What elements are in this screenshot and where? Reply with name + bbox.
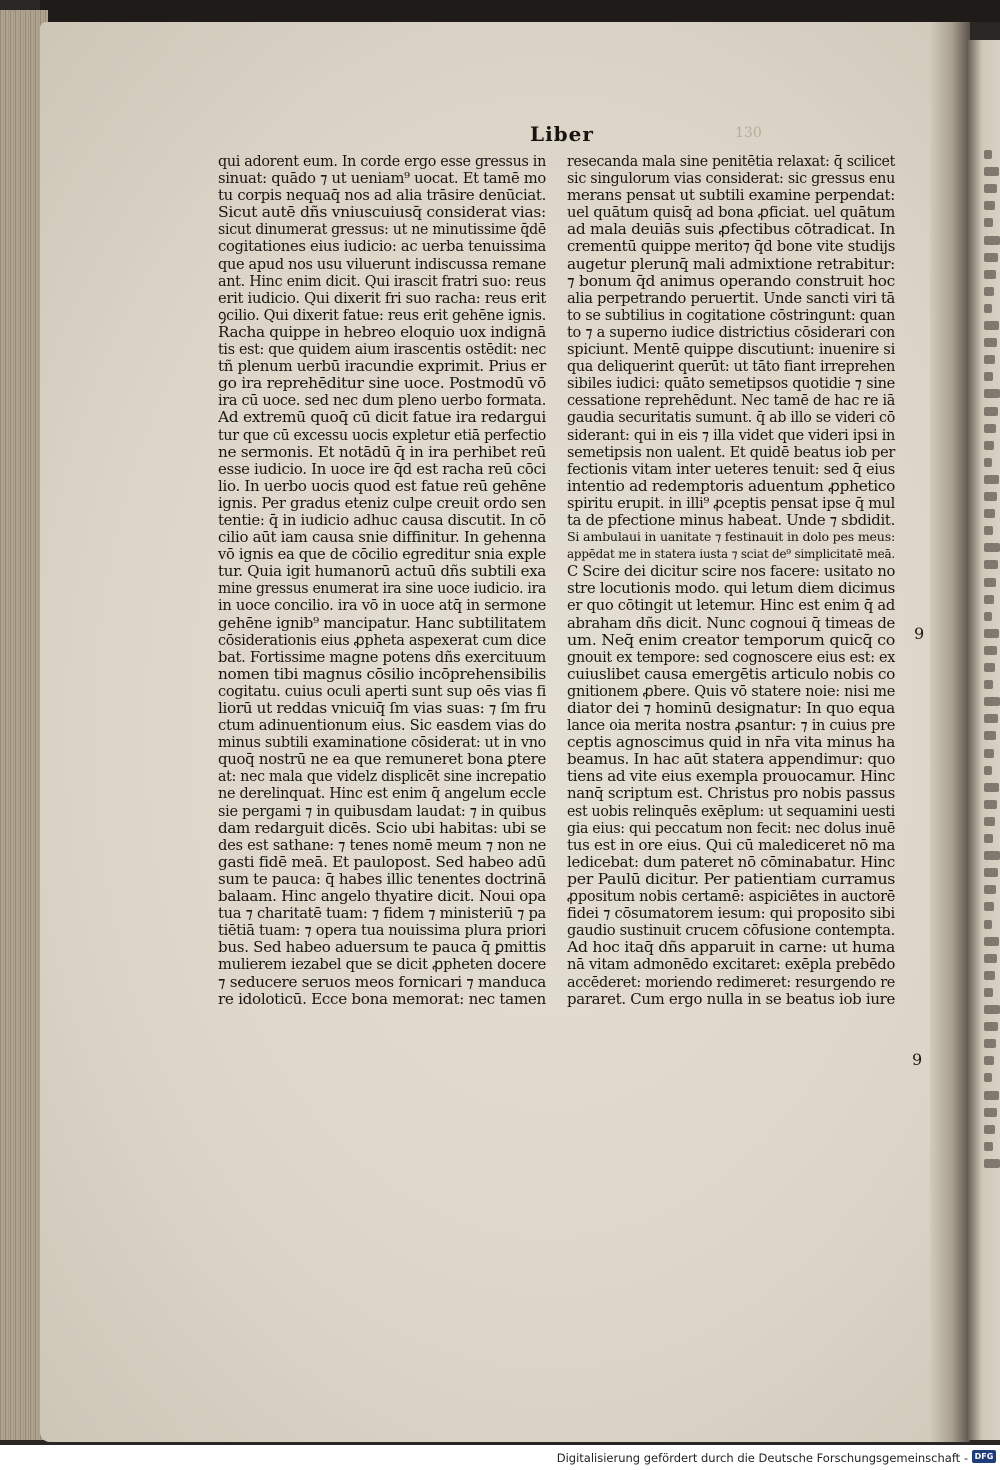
facing-page-text-fragment bbox=[984, 766, 992, 775]
facing-page-text-fragment bbox=[984, 287, 994, 296]
text-line: merans pensat ut subtili examine perpendat: bbox=[567, 187, 895, 205]
facing-page-text-fragment bbox=[984, 492, 997, 501]
text-line: nanq̄ scriptum est. Christus pro nobis passus bbox=[567, 785, 895, 803]
text-line: ad mala deuiās suis ꝓfectibus cōtradicat. In bbox=[567, 221, 895, 239]
facing-page-text-fragment bbox=[984, 424, 996, 433]
text-line: per Paulū dicitur. Per patientiam curramus bbox=[567, 870, 895, 888]
facing-page-text-fragment bbox=[984, 920, 992, 929]
text-line: ira cū uoce. sed nec dum pleno uerbo formata. bbox=[218, 392, 546, 410]
facing-page-text-fragment bbox=[984, 184, 997, 193]
facing-page-text-fragment bbox=[984, 1022, 998, 1031]
book-gutter bbox=[930, 22, 970, 1442]
text-line: esse iudicio. In uoce ire q̄d est racha reū cōci bbox=[218, 460, 546, 478]
text-line: Si ambulaui in uanitate ⁊ festinauit in dolo pes meus: bbox=[567, 530, 895, 545]
text-line: to se subtilius in cogitatione cōstringunt: quan bbox=[567, 306, 895, 324]
text-line: Sicut autē dñs vniuscuiusq̄ considerat vias: bbox=[218, 204, 546, 222]
text-line: sibiles iudici: quāto semetipsos quotidie ⁊ sine bbox=[567, 375, 895, 393]
text-line: pararet. Cum ergo nulla in se beatus iob iure bbox=[567, 990, 895, 1008]
text-line: cessatione reprehēdunt. Nec tamē de hac re iā bbox=[567, 392, 895, 410]
facing-page-text-fragment bbox=[984, 355, 995, 364]
text-line: diator dei ⁊ hominū designatur: In quo equa bbox=[567, 700, 895, 717]
text-line: accēderet: moriendo redimeret: resurgendo re bbox=[567, 973, 895, 991]
facing-page-text-fragment bbox=[984, 1073, 992, 1082]
facing-page-text-fragment bbox=[984, 270, 996, 279]
facing-page-text-fragment bbox=[984, 1005, 1000, 1014]
facing-page-text-fragment bbox=[984, 526, 993, 535]
facing-page-text-fragment bbox=[984, 988, 993, 997]
text-line: ⁊ bonum q̄d animus operando construit hoc bbox=[567, 272, 895, 290]
text-line: tñ plenum uerbū iracundie exprimit. Prius er bbox=[218, 358, 546, 376]
text-line: at: nec mala que videlz displicēt sine increpatio bbox=[218, 768, 546, 786]
facing-page-text-fragment bbox=[984, 578, 996, 587]
text-line: C Scire dei dicitur scire nos facere: usitato no bbox=[567, 563, 895, 581]
text-line: semetipsis non ualent. Et quidē beatus iob per bbox=[567, 443, 895, 461]
text-line: nā vitam admonēdo excitaret: exēpla prebēdo bbox=[567, 956, 895, 974]
text-line: tu corpis nequaq̄ nos ad alia trāsire denūciat. bbox=[218, 187, 546, 205]
text-line: intentio ad redemptoris aduentum ꝓphetico bbox=[567, 477, 895, 495]
text-line: Ad hoc itaq̄ dñs apparuit in carne: ut huma bbox=[567, 939, 895, 957]
facing-page-text-fragment bbox=[984, 372, 993, 381]
facing-page-text-fragment bbox=[984, 902, 994, 911]
facing-page-text-fragment bbox=[984, 954, 997, 963]
facing-page-text-fragment bbox=[984, 749, 994, 758]
text-line: sinuat: quādo ⁊ ut ueniam⁹ uocat. Et tamē mo bbox=[218, 170, 546, 188]
text-line: liorū ut reddas vnicuiq̄ ſm vias suas: ⁊ ſm fru bbox=[218, 700, 546, 717]
facing-page-text-fragment bbox=[984, 1159, 1000, 1168]
facing-page-text-fragment bbox=[984, 834, 993, 843]
dfg-logo: DFG bbox=[972, 1450, 996, 1463]
text-line: cogitationes eius iudicio: ac uerba tenuissima bbox=[218, 238, 546, 256]
facing-page-text-fragment bbox=[984, 646, 997, 655]
text-line: balaam. Hinc angelo thyatire dicit. Noui opa bbox=[218, 888, 546, 906]
facing-page-text-fragment bbox=[984, 680, 993, 689]
facing-page-text-fragment bbox=[984, 663, 995, 672]
facing-page-text-fragment bbox=[984, 218, 993, 227]
text-line: alia perpetrando peruertit. Unde sancti viri tā bbox=[567, 289, 895, 307]
margin-number: 9 bbox=[912, 1050, 923, 1069]
text-line: nomen tibi magnus cōsilio incōprehensibilis bbox=[218, 665, 546, 683]
facing-page-text-fragment bbox=[984, 697, 1000, 706]
text-line: qui adorent eum. In corde ergo esse gressus in bbox=[218, 153, 546, 170]
text-line: que apud nos usu viluerunt indiscussa remane bbox=[218, 255, 546, 273]
facing-page-text-fragment bbox=[984, 338, 997, 347]
text-line: abraham dñs dicit. Nunc cognoui q̄ timeas de bbox=[567, 614, 895, 632]
facing-page-text-fragment bbox=[984, 714, 998, 723]
text-line: dam redarguit dicēs. Scio ubi habitas: ubi se bbox=[218, 819, 546, 837]
facing-page-text-fragment bbox=[984, 783, 999, 792]
facing-page-text-fragment bbox=[984, 1056, 994, 1065]
facing-page-text-fragment bbox=[984, 407, 998, 416]
text-line: re idoloticū. Ecce bona memorat: nec tamen bbox=[218, 990, 546, 1008]
text-line: um. Neq̄ enim creator temporum quicq̄ co bbox=[567, 631, 895, 649]
text-line: ledicebat: dum pateret nō cōminabatur. Hinc bbox=[567, 853, 895, 871]
text-line: ꝓpositum nobis certamē: aspiciētes in auctorē bbox=[567, 888, 895, 906]
facing-page-text-fragment bbox=[984, 851, 1000, 860]
text-line: ne sermonis. Et notādū q̄ in ira perhibet reū bbox=[218, 443, 546, 461]
facing-page-text-fragment bbox=[984, 885, 996, 894]
right-text-column bbox=[567, 153, 921, 1008]
text-line: gnitionem ꝓbere. Quis vō statere noie: nisi me bbox=[567, 682, 895, 700]
facing-page-text-fragment bbox=[984, 150, 992, 159]
text-line: tus est in ore eius. Qui cū malediceret nō ma bbox=[567, 836, 895, 854]
text-line: cilio aūt iam causa snie diffinitur. In gehenna bbox=[218, 529, 546, 547]
text-line: minus subtili examinatione cōsiderat: ut in vno bbox=[218, 734, 546, 752]
text-line: gaudio sustinuit crucem cōfusione contempta. bbox=[567, 922, 895, 940]
top-strip bbox=[40, 0, 1000, 22]
text-line: tur. Quia igit humanorū actuū dñs subtili exa bbox=[218, 563, 546, 581]
text-line: appēdat me in statera iusta ⁊ sciat de⁹ simplicitatē meā. bbox=[567, 547, 895, 562]
facing-page-text-fragment bbox=[984, 458, 992, 467]
text-line: tis est: que quidem aium irascentis ostēdit: nec bbox=[218, 341, 546, 359]
text-line: go ira reprehēditur sine uoce. Postmodū vō bbox=[218, 375, 546, 393]
facing-page-text-fragment bbox=[984, 817, 995, 826]
facing-page-text-fragment bbox=[984, 475, 999, 484]
faint-page-number: 130 bbox=[735, 125, 762, 141]
text-line: des est sathane: ⁊ tenes nomē meum ⁊ non ne bbox=[218, 836, 546, 854]
text-line: gnouit ex tempore: sed cognoscere eius est: ex bbox=[567, 648, 895, 666]
margin-number: 9 bbox=[914, 624, 925, 643]
text-line: fectionis vitam inter ueteres tenuit: sed q̄ eius bbox=[567, 460, 895, 478]
facing-page-text-fragment bbox=[984, 800, 997, 809]
text-line: to ⁊ a superno iudice districtius cōsiderari con bbox=[567, 323, 895, 341]
text-line: sie pergami ⁊ in quibusdam laudat: ⁊ in quibus bbox=[218, 802, 546, 820]
text-line: sum te pauca: q̄ habes illic tenentes doctrinā bbox=[218, 870, 546, 888]
facing-page-text-fragment bbox=[984, 731, 996, 740]
text-line: erit iudicio. Qui dixerit fri suo racha: reus erit bbox=[218, 289, 546, 307]
footer-bar bbox=[0, 1445, 1000, 1470]
text-line: gia eius: qui peccatum non fecit: nec dolus inuē bbox=[567, 819, 895, 837]
facing-page-text-fragment bbox=[984, 868, 998, 877]
facing-page-text-fragment bbox=[984, 1108, 997, 1117]
footer-credit: Digitalisierung gefördert durch die Deutsche Forschungsgemeinschaft - bbox=[556, 1451, 968, 1465]
text-line: cogitatu. cuius oculi aperti sunt sup oēs vias fi bbox=[218, 682, 546, 700]
text-line: ctum adinuentionum eius. Sic easdem vias do bbox=[218, 717, 546, 735]
text-line: ⁊ seducere seruos meos fornicari ⁊ manduca bbox=[218, 973, 546, 991]
facing-page-text-fragment bbox=[984, 1091, 999, 1100]
text-line: siderant: qui in eis ⁊ illa videt que videri ipsi in bbox=[567, 426, 895, 444]
facing-page-text-fragment bbox=[984, 595, 994, 604]
facing-page-text-fragment bbox=[984, 201, 995, 210]
text-line: fidei ⁊ cōsumatorem iesum: qui proposito sibi bbox=[567, 905, 895, 923]
running-header: Liber bbox=[530, 122, 594, 146]
text-line: bat. Fortissime magne potens dñs exercituum bbox=[218, 648, 546, 666]
left-text-column bbox=[218, 153, 575, 1008]
text-line: est uobis relinquēs exēplum: ut sequamini uesti bbox=[567, 802, 895, 820]
text-line: gehēne ignib⁹ mancipatur. Hanc subtilitatem bbox=[218, 614, 546, 632]
text-line: gaudia securitatis sumunt. q̄ ab illo se videri cō bbox=[567, 409, 895, 427]
text-line: mine gressus enumerat ira sine uoce iudicio. ira bbox=[218, 580, 546, 598]
text-line: Racha quippe in hebreo eloquio uox indignā bbox=[218, 323, 546, 341]
text-line: sicut dinumerat gressus: ut ne minutissime q̄dē bbox=[218, 221, 546, 239]
text-line: tentie: q̄ in iudicio adhuc causa discutit. In cō bbox=[218, 511, 546, 529]
text-line: bus. Sed habeo aduersum te pauca q̄ ꝑmittis bbox=[218, 939, 546, 957]
facing-page-text-fragment bbox=[984, 441, 994, 450]
text-line: lio. In uerbo uocis quod est fatue reū gehēne bbox=[218, 477, 546, 495]
facing-page-text-fragment bbox=[984, 1125, 995, 1134]
facing-page-text-fragment bbox=[984, 1142, 993, 1151]
facing-page-text-fragment bbox=[984, 971, 995, 980]
text-line: tur que cū excessu uocis expletur etiā perfectio bbox=[218, 426, 546, 444]
facing-page bbox=[968, 40, 1000, 1440]
text-line: qua deliquerint querūt: ut tāto fiant irreprehen bbox=[567, 358, 895, 376]
facing-page-text-fragment bbox=[984, 543, 1000, 552]
facing-page-text-fragment bbox=[984, 389, 1000, 398]
facing-page-text-fragment bbox=[984, 560, 998, 569]
text-line: tua ⁊ charitatē tuam: ⁊ fidem ⁊ ministeriū ⁊ pa bbox=[218, 905, 546, 923]
text-line: spiciunt. Mentē quippe discutiunt: inuenire si bbox=[567, 341, 895, 359]
text-line: quoq̄ nostrū ne ea que remuneret bona ꝑtere bbox=[218, 751, 546, 769]
text-line: ignis. Per gradus eteniz culpe creuit ordo sen bbox=[218, 494, 546, 512]
text-line: cuiuslibet causa emergētis articulo nobis co bbox=[567, 665, 895, 683]
facing-page-text-fragment bbox=[984, 236, 1000, 245]
text-line: vō ignis ea que de cōcilio egreditur snia exple bbox=[218, 546, 546, 564]
text-line: ceptis agnoscimus quid in nr̄a vita minus ha bbox=[567, 734, 895, 752]
text-line: ant. Hinc enim dicit. Qui irascit fratri suo: reus bbox=[218, 272, 546, 290]
text-line: beamus. In hac aūt statera appendimur: quo bbox=[567, 751, 895, 769]
facing-page-text-fragment bbox=[984, 1039, 996, 1048]
facing-page-text-fragment bbox=[984, 253, 998, 262]
facing-page-text-fragment bbox=[984, 612, 992, 621]
text-line: uel quātum quisq̄ ad bona ꝓficiat. uel quātum bbox=[567, 204, 895, 222]
text-line: mulierem iezabel que se dicit ꝓpheten docere bbox=[218, 956, 546, 974]
text-line: cōsiderationis eius ꝓpheta aspexerat cum dice bbox=[218, 631, 546, 649]
text-line: spiritu erupit. in illi⁹ ꝓceptis pensat ipse q̄ mul bbox=[567, 494, 895, 512]
text-line: gasti fidē meā. Et paulopost. Sed habeo adū bbox=[218, 853, 546, 871]
facing-page-text-fragment bbox=[984, 167, 999, 176]
text-line: ne derelinquat. Hinc est enim q̄ angelum eccle bbox=[218, 785, 546, 803]
facing-page-text-fragment bbox=[984, 937, 999, 946]
facing-page-text-fragment bbox=[984, 321, 999, 330]
text-line: Ad extremū quoq̄ cū dicit fatue ira redargui bbox=[218, 409, 546, 427]
text-line: stre locutionis modo. qui letum diem dicimus bbox=[567, 580, 895, 598]
text-line: lance oia merita nostra ꝓsantur: ⁊ in cuius pre bbox=[567, 717, 895, 735]
facing-page-text-fragment bbox=[984, 304, 992, 313]
text-line: ꝯcilio. Qui dixerit fatue: reus erit gehēne ignis. bbox=[218, 306, 546, 324]
text-line: ta de pfectione minus habeat. Unde ⁊ sbdidit. bbox=[567, 511, 895, 529]
text-line: crementū quippe merito⁊ q̄d bone vite studijs bbox=[567, 238, 895, 256]
text-line: in uoce concilio. ira vō in uoce atq̄ in sermone bbox=[218, 597, 546, 615]
facing-page-text-fragment bbox=[984, 629, 999, 638]
text-line: tiens ad vite eius exempla prouocamur. Hinc bbox=[567, 768, 895, 786]
text-line: resecanda mala sine penitētia relaxat: q̄ scilicet bbox=[567, 153, 895, 170]
facing-page-text-fragment bbox=[984, 509, 995, 518]
text-line: er quo cōtingit ut letemur. Hinc est enim q̄ ad bbox=[567, 597, 895, 615]
text-line: sic singulorum vias considerat: sic gressus enu bbox=[567, 170, 895, 188]
text-line: tiētiā tuam: ⁊ opera tua nouissima plura priori bbox=[218, 922, 546, 940]
text-line: augetur plerunq̄ mali admixtione retrabitur: bbox=[567, 255, 895, 273]
